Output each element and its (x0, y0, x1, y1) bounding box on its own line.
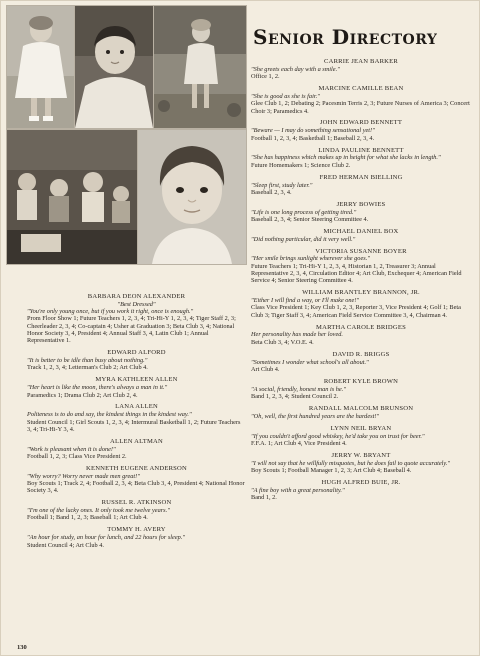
student-activities: Baseball 2, 3, 4. (251, 188, 292, 196)
student-activities: Future Homemakers 1; Science Club 2. (251, 161, 351, 169)
student-name: JERRY W. BRYANT (331, 451, 391, 459)
student-name: ROBERT KYLE BROWN (323, 377, 399, 385)
student-name: EDWARD ALFORD (107, 349, 166, 357)
student-entry (27, 499, 246, 521)
student-entry (251, 58, 471, 80)
student-entry (27, 349, 246, 371)
student-name: BARBARA DEON ALEXANDER (87, 293, 186, 300)
student-entry (251, 289, 471, 319)
photo-child-portrait-closeup (137, 129, 247, 265)
student-name: RUSSEL R. ATKINSON (101, 499, 172, 507)
student-quote: "She is good as she is fair." (251, 92, 320, 100)
student-entry (251, 248, 471, 285)
student-entry (251, 201, 471, 223)
student-name: RANDALL MALCOLM BRUNSON (308, 404, 414, 412)
student-activities: Class Vice President 1; Key Club 1, 2, 3, Reporter 3, Vice President 4; Golf 1; Beta Club 3; Tiger Staff 3, 4; American Field Service Committee 3, 4, Chairman 4. (251, 304, 461, 319)
student-quote: "She greets each day with a smile." (251, 65, 340, 73)
student-activities: Prom Floor Show 1; Future Teachers 1, 2, 3, 4; Tri-Hi-Y 1, 2, 3, 4; Tiger Staff 2, 3; Cheerleader 2, 3, 4; Co-captain 4; Usher at Graduation 3; Beta Club 3, 4; National Honor Society 3, 4, President 4; Annual Staff 3, 4, Latin Club 1; Annual Representative 1. (27, 315, 236, 345)
student-quote: "Work is pleasant when it is done!" (27, 445, 116, 453)
student-name: ALLEN ALTMAN (110, 437, 163, 445)
student-activities: Football 1; Band 1, 2, 3; Baseball 1; Art Club 4. (27, 514, 148, 522)
student-entry (251, 228, 471, 243)
student-activities: Football 1, 2, 3; Class Vice President 2. (27, 452, 127, 460)
student-name: LYNN NEIL BRYAN (330, 424, 392, 432)
student-activities: Track 1, 2, 3, 4; Letterman's Club 2; Art Club 4. (27, 364, 148, 372)
student-entry (251, 378, 471, 400)
student-name: DAVID R. BRIGGS (332, 350, 390, 358)
student-activities: Baseball 2, 3, 4; Senior Steering Committee 4. (251, 215, 369, 223)
student-name: MICHAEL DANIEL BOX (323, 227, 399, 235)
photo-babies-group-couch (6, 129, 138, 265)
student-entry (251, 119, 471, 141)
student-name: MARTHA CAROLE BRIDGES (316, 323, 406, 331)
student-quote: "It is better to be idle than busy about nothing." (27, 357, 148, 365)
student-entry (251, 324, 471, 346)
student-name: WILLIAM BRANTLEY BRANNON, JR. (302, 289, 420, 297)
student-name: TOMMY H. AVERY (107, 526, 166, 534)
student-name: LANA ALLEN (115, 403, 158, 411)
student-name: MYRA KATHLEEN ALLEN (95, 376, 178, 384)
student-activities: Glee Club 1, 2; Debating 2; Pacesmin Terris 2, 3; Future Nurses of America 3; Concert Choir 3; Paramedics 4. (251, 100, 470, 115)
student-activities: Paramedics 1; Drama Club 2; Art Club 2, 4. (27, 391, 138, 399)
student-name: FRED HERMAN BIELLING (319, 173, 403, 181)
student-activities: Band 1, 2, 3, 4; Student Council 2. (251, 392, 339, 400)
student-name: VICTORIA SUSANNE BOYER (315, 247, 407, 255)
student-activities: F.F.A. 1; Art Club 4, Vice President 4. (251, 439, 347, 447)
student-name: HUGH ALFRED BUIE, JR. (321, 478, 401, 486)
student-quote: "You're only young once, but if you work it right, once is enough." (27, 308, 194, 316)
student-entry (251, 405, 471, 420)
student-quote: "Oh, well, the first hundred years are the hardest!" (251, 412, 380, 420)
student-quote: Politeness is to do and say, the kindest things in the kindest way." (27, 411, 192, 419)
photo-baby-dark-hair (74, 5, 154, 129)
student-activities: Future Teachers 1; Tri-Hi-Y 1, 2, 3, 4, Historian 1, 2, Treasurer 3; Annual Representative 2, 3, 4, Circulation Editor 4; Art Club, Exchequer 4; American Field Service 4; Senior Steering Committee 4. (251, 262, 462, 285)
student-activities: Student Council 4; Art Club 4. (27, 541, 104, 549)
student-name: JOHN EDWARD BENNETT (319, 119, 403, 127)
student-quote: "Her smile brings sunlight wherever she goes." (251, 255, 370, 263)
student-quote: "Why worry? Worry never made men great!" (27, 472, 140, 480)
student-entry (251, 452, 471, 474)
student-quote: "Did nothing particular, did it very well." (251, 235, 356, 243)
student-quote: "Beware — I may do something sensational yet!" (251, 127, 375, 135)
student-quote: "She has happiness which makes up in height for what she lacks in length." (251, 154, 441, 162)
student-activities: Boy Scouts 1; Track 2, 4; Football 2, 3, 4; Beta Club 3, 4, President 4; National Honor Society 3, 4. (27, 480, 245, 495)
student-quote: "Her heart is like the moon, there's always a man in it." (27, 384, 168, 392)
photo-child-standing-outdoors (153, 5, 247, 129)
student-name: KENNETH EUGENE ANDERSON (86, 464, 187, 472)
student-quote: "Best Dressed" (117, 300, 156, 308)
student-activities: Office 1, 2. (251, 73, 280, 81)
student-activities: Boy Scouts 1; Football Manager 1, 2, 3; Art Club 4; Baseball 4. (251, 466, 412, 474)
page-number: 130 (17, 644, 27, 651)
directory-column-left (27, 293, 246, 553)
student-name: CARRIE JEAN BARKER (324, 58, 398, 65)
student-name: MARCINE CAMILLE BEAN (318, 85, 404, 93)
student-activities: Art Club 4. (251, 365, 280, 373)
student-entry (251, 351, 471, 373)
page-title: Senior Directory (253, 25, 438, 49)
student-activities: Band 1, 2. (251, 493, 277, 501)
photo-toddler-white-dress (6, 5, 76, 129)
student-quote: "Sleep first, study later." (251, 181, 313, 189)
student-entry (251, 85, 471, 115)
student-entry (251, 147, 471, 169)
student-entry (27, 376, 246, 398)
student-activities: Beta Club 3, 4; V.O.E. 4. (251, 338, 314, 346)
student-activities: Football 1, 2, 3, 4; Basketball 1; Baseball 2, 3, 4. (251, 134, 375, 142)
student-entry (251, 174, 471, 196)
student-quote: "I will not say that he willfully misquotes, but he does fail to quote accurately." (251, 459, 451, 467)
student-name: LINDA PAULINE BENNETT (318, 146, 404, 154)
student-entry (27, 438, 246, 460)
student-quote: "Life is one long process of getting tired." (251, 208, 357, 216)
student-quote: "Either I will find a way, or I'll make one!" (251, 297, 360, 305)
student-entry (27, 293, 246, 345)
student-quote: "Sometimes I wonder what school's all about." (251, 358, 369, 366)
student-quote: "I'm one of the lucky ones. It only took me twelve years." (27, 507, 170, 515)
student-entry (251, 425, 471, 447)
student-name: JERRY BOWIES (336, 200, 386, 208)
student-entry (27, 465, 246, 495)
student-activities: Student Council 1; Girl Scouts 1, 2, 3, 4; Intermural Basketball 1, 2; Future Teachers 3, 4; Tri-Hi-Y 3, 4. (27, 418, 241, 433)
student-entry (27, 403, 246, 433)
directory-column-right (251, 58, 471, 506)
student-quote: "If you couldn't afford good whiskey, he'd take you on trust for beer." (251, 432, 425, 440)
student-quote: "A fine boy with a great personality." (251, 486, 345, 494)
student-quote: "A social, friendly, honest man is he." (251, 385, 346, 393)
student-quote: "An hour for study, an hour for lunch, and 22 hours for sleep." (27, 534, 185, 542)
student-entry (251, 479, 471, 501)
student-entry (27, 526, 246, 548)
student-quote: Her personality has made her loved. (251, 331, 343, 339)
